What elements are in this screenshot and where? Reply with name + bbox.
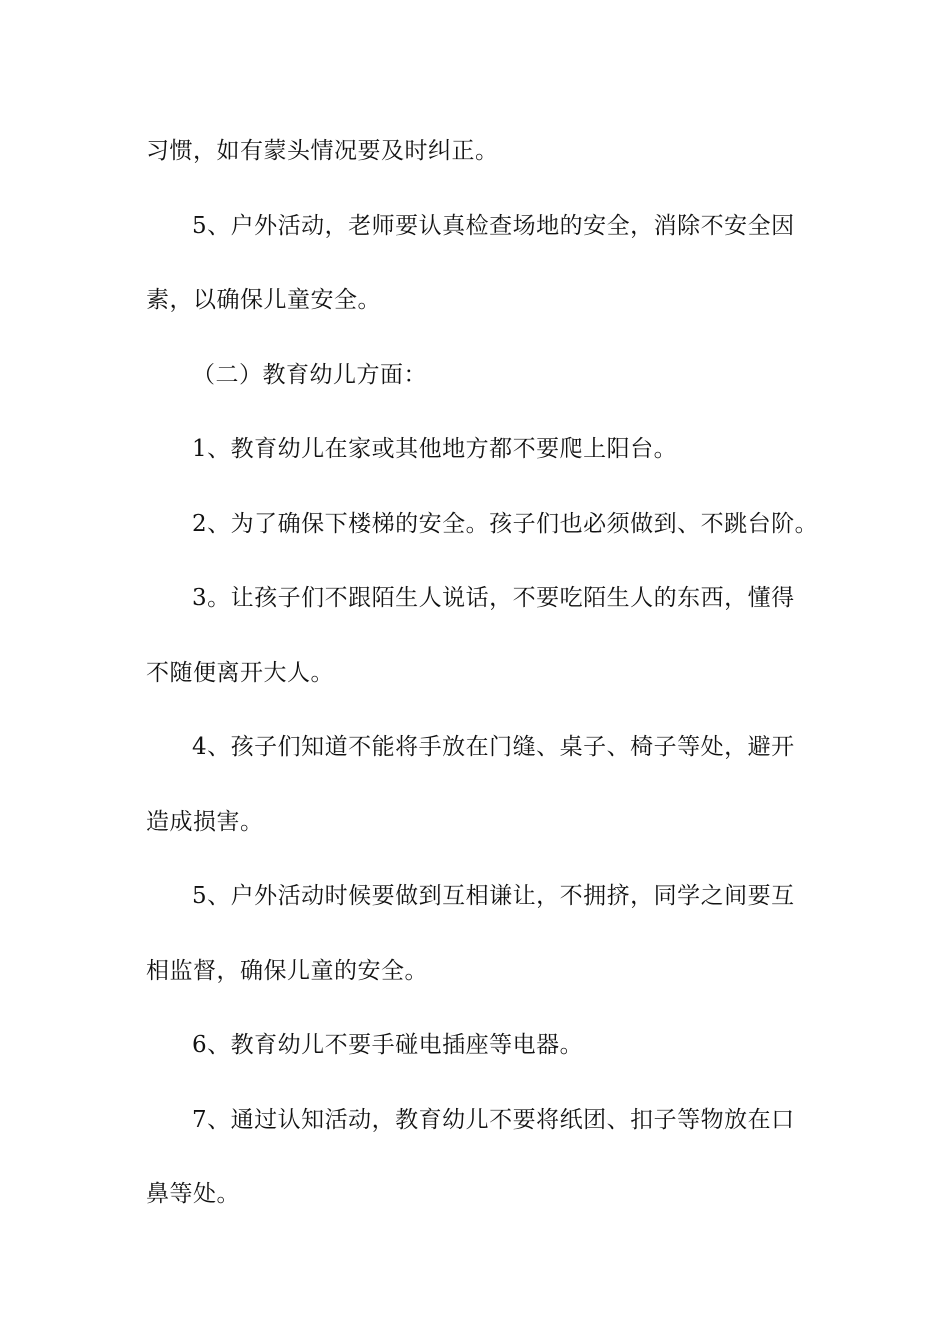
paragraph-line: 4、孩子们知道不能将手放在门缝、桌子、椅子等处，避开 [192,734,795,760]
paragraph-line: 2、为了确保下楼梯的安全。孩子们也必须做到、不跳台阶。 [192,510,819,537]
paragraph-line: 5、户外活动时候要做到互相谦让，不拥挤，同学之间要互 [192,883,795,909]
section-heading: （二）教育幼儿方面： [192,361,427,388]
paragraph-line: 习惯，如有蒙头情况要及时纠正。 [146,138,499,164]
paragraph-line: 造成损害。 [146,808,264,835]
paragraph-line: 鼻等处。 [146,1181,240,1207]
paragraph-line: 1、教育幼儿在家或其他地方都不要爬上阳台。 [192,436,678,462]
paragraph-line: 3。让孩子们不跟陌生人说话，不要吃陌生人的东西，懂得 [192,585,795,611]
paragraph-line: 7、通过认知活动，教育幼儿不要将纸团、扣子等物放在口 [192,1106,795,1133]
paragraph-line: 相监督，确保儿童的安全。 [146,957,428,984]
paragraph-line: 不随便离开大人。 [146,659,334,686]
paragraph-line: 5、户外活动，老师要认真检查场地的安全，消除不安全因 [192,212,795,239]
document-body [146,126,836,1244]
paragraph-line: 素，以确保儿童安全。 [146,287,381,313]
paragraph-line: 6、教育幼儿不要手碰电插座等电器。 [192,1032,584,1058]
